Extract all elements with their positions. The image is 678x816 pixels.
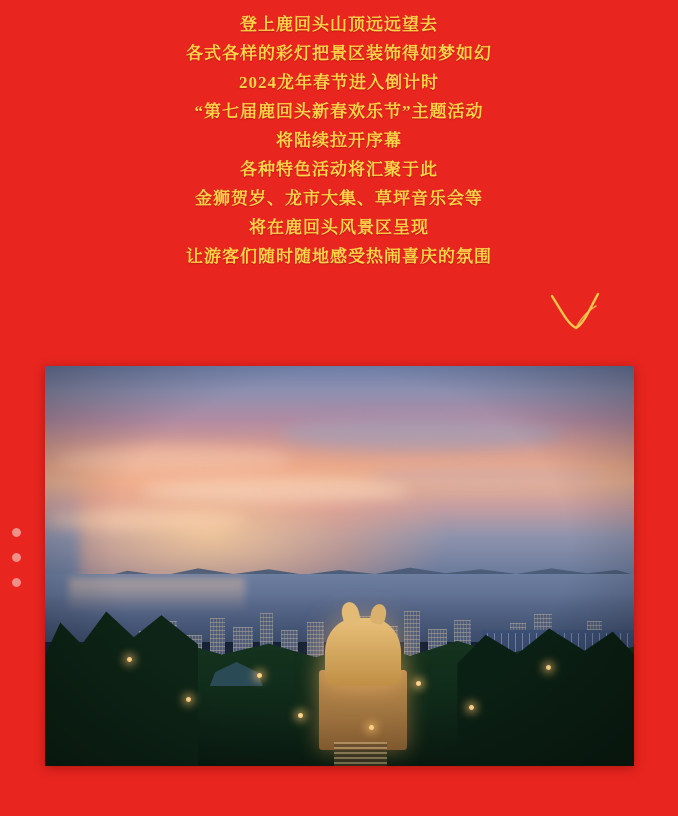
poster-line: 2024龙年春节进入倒计时: [239, 73, 439, 92]
poster-line: 将在鹿回头风景区呈现: [249, 218, 429, 237]
poster-line: 让游客们随时随地感受热闹喜庆的氛围: [186, 247, 492, 266]
photo-vignette: [45, 366, 634, 766]
poster-text-block: [0, 0, 678, 271]
scenery-photo: [45, 366, 634, 766]
rail-dot-icon: [12, 578, 21, 587]
poster-line: 将陆续拉开序幕: [276, 131, 402, 150]
poster-line: 登上鹿回头山顶远远望去: [240, 15, 438, 34]
poster-line: “第七届鹿回头新春欢乐节”主题活动: [194, 102, 484, 121]
poster-line: 各种特色活动将汇聚于此: [240, 160, 438, 179]
dot-rail-decoration: [12, 528, 21, 587]
photo-canvas: [45, 366, 634, 766]
rail-dot-icon: [12, 553, 21, 562]
rail-dot-icon: [12, 528, 21, 537]
poster-line: 各式各样的彩灯把景区装饰得如梦如幻: [186, 44, 492, 63]
poster-line: 金狮贺岁、龙市大集、草坪音乐会等: [195, 189, 483, 208]
flourish-ornament-icon: [546, 290, 606, 334]
